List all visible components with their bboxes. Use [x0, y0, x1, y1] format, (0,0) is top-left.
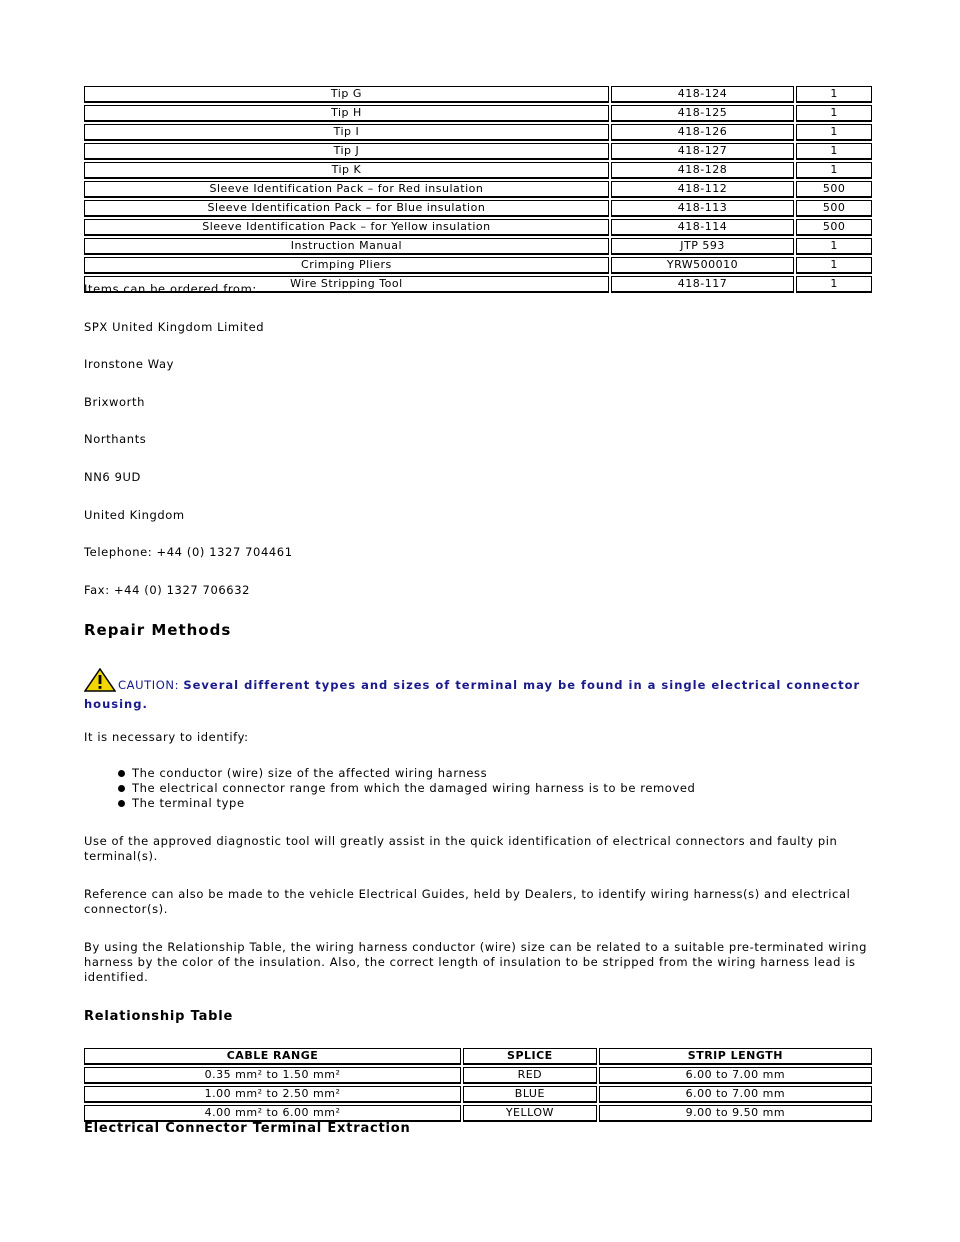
table-cell: Tip G	[84, 86, 609, 103]
column-header: SPLICE	[463, 1048, 597, 1065]
table-cell: 0.35 mm² to 1.50 mm²	[84, 1067, 461, 1084]
table-cell: 9.00 to 9.50 mm	[599, 1105, 872, 1122]
table-cell: 418-113	[611, 200, 794, 217]
order-intro: Items can be ordered from:	[84, 282, 257, 296]
address-line: Ironstone Way	[84, 357, 175, 371]
table-row	[84, 124, 872, 141]
table-cell: 1	[796, 124, 872, 141]
table-row	[84, 86, 872, 103]
bullet-icon	[118, 800, 125, 807]
table-cell: 1	[796, 257, 872, 274]
table-row	[84, 1105, 872, 1122]
table-cell: 6.00 to 7.00 mm	[599, 1086, 872, 1103]
table-row	[84, 181, 872, 198]
table-cell: 418-117	[611, 276, 794, 293]
table-cell: Tip H	[84, 105, 609, 122]
table-row	[84, 143, 872, 160]
table-header-row	[84, 1048, 872, 1065]
address-line: SPX United Kingdom Limited	[84, 320, 265, 334]
column-header: CABLE RANGE	[84, 1048, 461, 1065]
list-item: The electrical connector range from which the damaged wiring harness is to be removed	[84, 781, 695, 796]
table-cell: 500	[796, 200, 872, 217]
telephone: Telephone: +44 (0) 1327 704461	[84, 545, 293, 559]
caution-note	[84, 668, 876, 712]
table-cell: Tip I	[84, 124, 609, 141]
table-cell: 1	[796, 162, 872, 179]
table-cell: 418-127	[611, 143, 794, 160]
fax: Fax: +44 (0) 1327 706632	[84, 583, 251, 597]
list-item: The conductor (wire) size of the affected wiring harness	[84, 766, 695, 781]
table-cell: 1	[796, 143, 872, 160]
table-cell: 418-126	[611, 124, 794, 141]
table-cell: 418-124	[611, 86, 794, 103]
table-cell: Tip J	[84, 143, 609, 160]
relationship-table	[82, 1046, 874, 1124]
table-cell: 1.00 mm² to 2.50 mm²	[84, 1086, 461, 1103]
table-cell: 418-114	[611, 219, 794, 236]
bullet-icon	[118, 785, 125, 792]
identify-intro: It is necessary to identify:	[84, 730, 249, 744]
identify-list	[84, 766, 695, 811]
table-cell: Tip K	[84, 162, 609, 179]
table-cell: 4.00 mm² to 6.00 mm²	[84, 1105, 461, 1122]
table-row	[84, 257, 872, 274]
table-row	[84, 238, 872, 255]
table-cell: 1	[796, 276, 872, 293]
table-cell: YELLOW	[463, 1105, 597, 1122]
table-cell: Crimping Pliers	[84, 257, 609, 274]
table-cell: 6.00 to 7.00 mm	[599, 1067, 872, 1084]
table-cell: 500	[796, 181, 872, 198]
caution-label: CAUTION:	[118, 678, 180, 692]
warning-triangle-icon	[84, 668, 116, 696]
table-cell: Sleeve Identification Pack – for Red insulation	[84, 181, 609, 198]
table-row	[84, 1067, 872, 1084]
address-line: United Kingdom	[84, 508, 185, 522]
tools-table	[82, 84, 874, 295]
bullet-icon	[118, 770, 125, 777]
repair-methods-heading: Repair Methods	[84, 621, 232, 639]
list-item: The terminal type	[84, 796, 695, 811]
paragraph-guides: Reference can also be made to the vehicle Electrical Guides, held by Dealers, to identify wiring harness(s) and electrical connector(s).	[84, 887, 851, 916]
table-row	[84, 105, 872, 122]
relationship-table-heading: Relationship Table	[84, 1009, 234, 1024]
paragraph-relationship: By using the Relationship Table, the wiring harness conductor (wire) size can be related to a suitable pre-terminated wiring harness by the color of the insulation. Also, the correct length of insulation to be stripped from the wiring harness lead is identified.	[84, 940, 868, 984]
table-cell: Sleeve Identification Pack – for Blue insulation	[84, 200, 609, 217]
table-row	[84, 219, 872, 236]
table-cell: 418-125	[611, 105, 794, 122]
table-cell: Wire Stripping Tool	[84, 276, 609, 293]
terminal-extraction-heading: Electrical Connector Terminal Extraction	[84, 1121, 411, 1136]
table-cell: BLUE	[463, 1086, 597, 1103]
table-cell: RED	[463, 1067, 597, 1084]
address-line: Northants	[84, 432, 147, 446]
table-cell: 418-112	[611, 181, 794, 198]
table-cell: 500	[796, 219, 872, 236]
table-cell: Instruction Manual	[84, 238, 609, 255]
address-line: NN6 9UD	[84, 470, 141, 484]
table-cell: JTP 593	[611, 238, 794, 255]
address-line: Brixworth	[84, 395, 145, 409]
caution-text: Several different types and sizes of terminal may be found in a single electrical connector housing.	[84, 678, 861, 711]
table-cell: Sleeve Identification Pack – for Yellow insulation	[84, 219, 609, 236]
paragraph-diagnostic: Use of the approved diagnostic tool will greatly assist in the quick identification of electrical connectors and faulty pin terminal(s).	[84, 834, 838, 863]
table-row	[84, 200, 872, 217]
table-row	[84, 1086, 872, 1103]
column-header: STRIP LENGTH	[599, 1048, 872, 1065]
table-cell: YRW500010	[611, 257, 794, 274]
table-cell: 1	[796, 238, 872, 255]
table-cell: 1	[796, 105, 872, 122]
table-cell: 1	[796, 86, 872, 103]
table-cell: 418-128	[611, 162, 794, 179]
table-row	[84, 162, 872, 179]
